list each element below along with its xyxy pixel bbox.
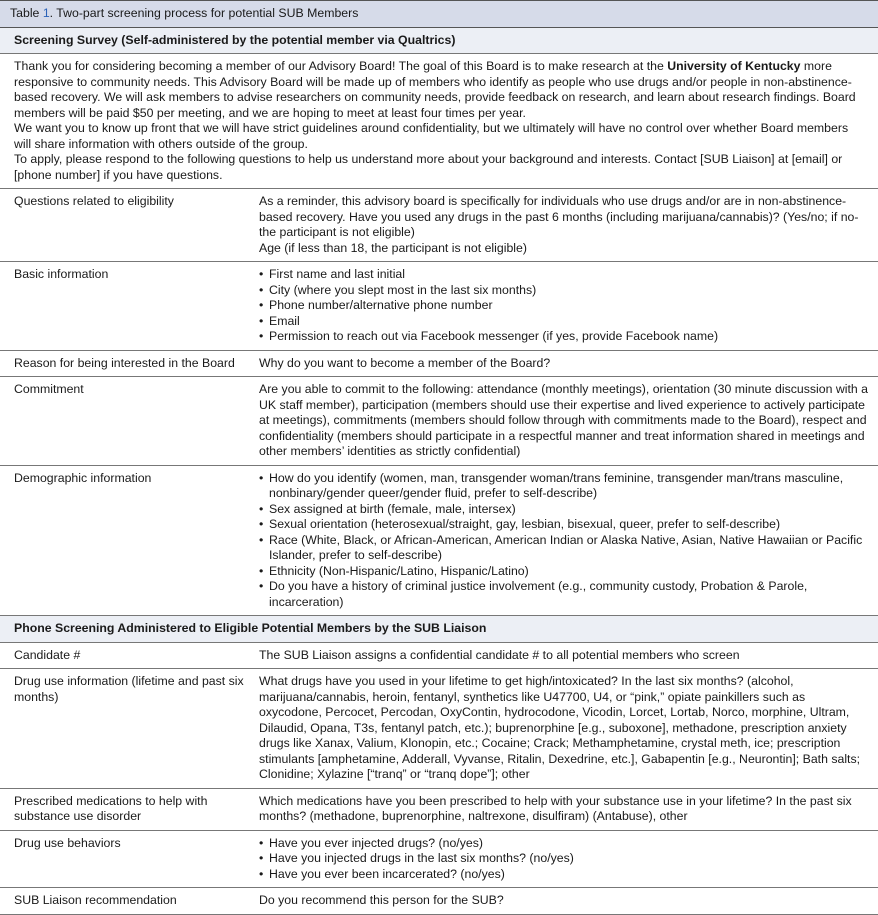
list-item: • Email <box>259 314 868 330</box>
list-item: • Race (White, Black, or African-American, American Indian or Alaska Native, Asian, Native Hawaiian or Pacific Islander, prefer to self-describe) <box>259 533 868 564</box>
table-row <box>0 189 878 262</box>
demographic-list <box>259 471 868 611</box>
list-item: • Ethnicity (Non-Hispanic/Latino, Hispanic/Latino) <box>259 564 868 580</box>
list-item: • Permission to reach out via Facebook messenger (if yes, provide Facebook name) <box>259 329 868 345</box>
university-name: University of Kentucky <box>667 59 801 73</box>
row-label: Demographic information <box>14 470 152 485</box>
list-item: • Do you have a history of criminal justice involvement (e.g., community custody, Probation & Parole, incarceration) <box>259 579 868 610</box>
row-value <box>259 831 878 888</box>
table-number-link[interactable]: 1 <box>42 6 50 20</box>
caption-text: . Two-part screening process for potential SUB Members <box>49 6 359 20</box>
table-row <box>0 888 878 915</box>
list-item: • Have you ever been incarcerated? (no/yes) <box>259 867 868 883</box>
row-value: The SUB Liaison assigns a confidential candidate # to all potential members who screen <box>259 647 740 662</box>
caption-prefix: Table <box>10 6 43 20</box>
section-phone-screening: Phone Screening Administered to Eligible Potential Members by the SUB Liaison <box>0 616 878 643</box>
list-item: • City (where you slept most in the last six months) <box>259 283 868 299</box>
row-value: What drugs have you used in your lifetime to get high/intoxicated? In the last six months? (alcohol, marijuana/cannabis, heroin, fentanyl, synthetics like U47700, U4, or “pink,” opiate painkillers such as oxycodone, Percocet, Percodan, OxyContin, hydrocodone, Vicodin, Lorcet, Lortab, Norco, morphine, Ultram, Dilaudid, Opana, T3s, fentanyl patch, etc.); buprenorphine [e.g., suboxone], methadone, prescription anxiety drugs like Xanax, Valium, Klonopin, etc.; Cocaine; Crack; Methamphetamine, crystal meth, ice; prescription stimulants [amphetamine, Adderall, Vyvanse, Ritalin, Dexedrine, etc.], Gabapentin [e.g., Neurontin]; Bath salts; Clonidine; Xylazine [“tranq” or “tranq dope”]; other <box>259 674 861 781</box>
row-value: Which medications have you been prescribed to help with your substance use in your lifetime? In the past six months? (methadone, buprenorphine, naltrexone, disulfiram) (Antabuse), other <box>259 793 852 823</box>
row-label: SUB Liaison recommendation <box>14 893 177 907</box>
list-item: • Have you ever injected drugs? (no/yes) <box>259 836 868 852</box>
list-item: • Sexual orientation (heterosexual/straight, gay, lesbian, bisexual, queer, prefer to self-describe) <box>259 517 868 533</box>
basic-info-list <box>259 267 868 345</box>
row-label: Drug use information (lifetime and past six months) <box>14 674 244 704</box>
row-label: Prescribed medications to help with substance use disorder <box>14 793 208 823</box>
age-question: Age (if less than 18, the participant is not eligible) <box>259 240 527 255</box>
row-value: Are you able to commit to the following: attendance (monthly meetings), orientation (30 minute discussion with a UK staff member), participation (members should use their expertise and lived experience to actively participate at meetings), commitments (members should follow through with commitments made to the Board), respect and confidentiality (members should participate in a respectful manner and treat information shared in meetings and other members’ identities as strictly confidential) <box>259 382 869 458</box>
table-caption <box>0 1 878 28</box>
list-item: • First name and last initial <box>259 267 868 283</box>
section-screening-survey: Screening Survey (Self-administered by the potential member via Qualtrics) <box>0 28 878 55</box>
row-value <box>259 466 878 616</box>
list-item: • Phone number/alternative phone number <box>259 298 868 314</box>
table-row <box>0 643 878 670</box>
row-value: Do you recommend this person for the SUB? <box>259 893 504 907</box>
row-label: Basic information <box>14 267 109 281</box>
list-item: • How do you identify (women, man, transgender woman/trans feminine, transgender man/trans masculine, nonbinary/gender queer/gender fluid, prefer to self-describe) <box>259 471 868 502</box>
table-row <box>0 789 878 831</box>
row-value <box>259 262 878 350</box>
table-row <box>0 262 878 351</box>
intro-p1-after: more responsive to community needs. This Advisory Board will be made up of members who identify as people who use drugs and/or people in non-abstinence-based recovery. We will ask members to advise researchers on community needs, provide feedback on research, and learn about research findings. Board members will be paid $50 per meeting, and we are hoping to meet at least four times per year. <box>14 59 856 120</box>
row-label: Candidate # <box>14 647 81 662</box>
intro-text <box>0 54 878 189</box>
table-row <box>0 377 878 466</box>
list-item: • Sex assigned at birth (female, male, intersex) <box>259 502 868 518</box>
intro-paragraph-3: To apply, please respond to the following questions to help us understand more about your background and interests. Contact [SUB Liaison] at [email] or [phone number] if you have questions. <box>14 152 843 182</box>
row-label: Reason for being interested in the Board <box>14 355 235 370</box>
row-value: Why do you want to become a member of the Board? <box>259 355 551 370</box>
eligibility-question: As a reminder, this advisory board is specifically for individuals who use drugs and/or are in non-abstinence-based recovery. Have you used any drugs in the past 6 months (including marijuana/cannabis)? (Yes/no; if no-the participant is not eligible) <box>259 194 859 239</box>
table-row <box>0 669 878 789</box>
row-label: Questions related to eligibility <box>14 194 174 208</box>
intro-paragraph-2: We want you to know up front that we will have strict guidelines around confidentiality, but we ultimately will have no control over whether Board members will share information with others outside of the group. <box>14 121 849 151</box>
row-label: Drug use behaviors <box>14 835 121 850</box>
intro-paragraph-1 <box>14 59 864 121</box>
row-label: Commitment <box>14 382 84 396</box>
table-row <box>0 831 878 889</box>
list-item: • Have you injected drugs in the last six months? (no/yes) <box>259 851 868 867</box>
row-value <box>259 189 878 261</box>
intro-p1-before: Thank you for considering becoming a member of our Advisory Board! The goal of this Board is to make research at the <box>14 59 668 73</box>
table-row <box>0 351 878 378</box>
behaviors-list <box>259 836 868 883</box>
table-row <box>0 466 878 617</box>
